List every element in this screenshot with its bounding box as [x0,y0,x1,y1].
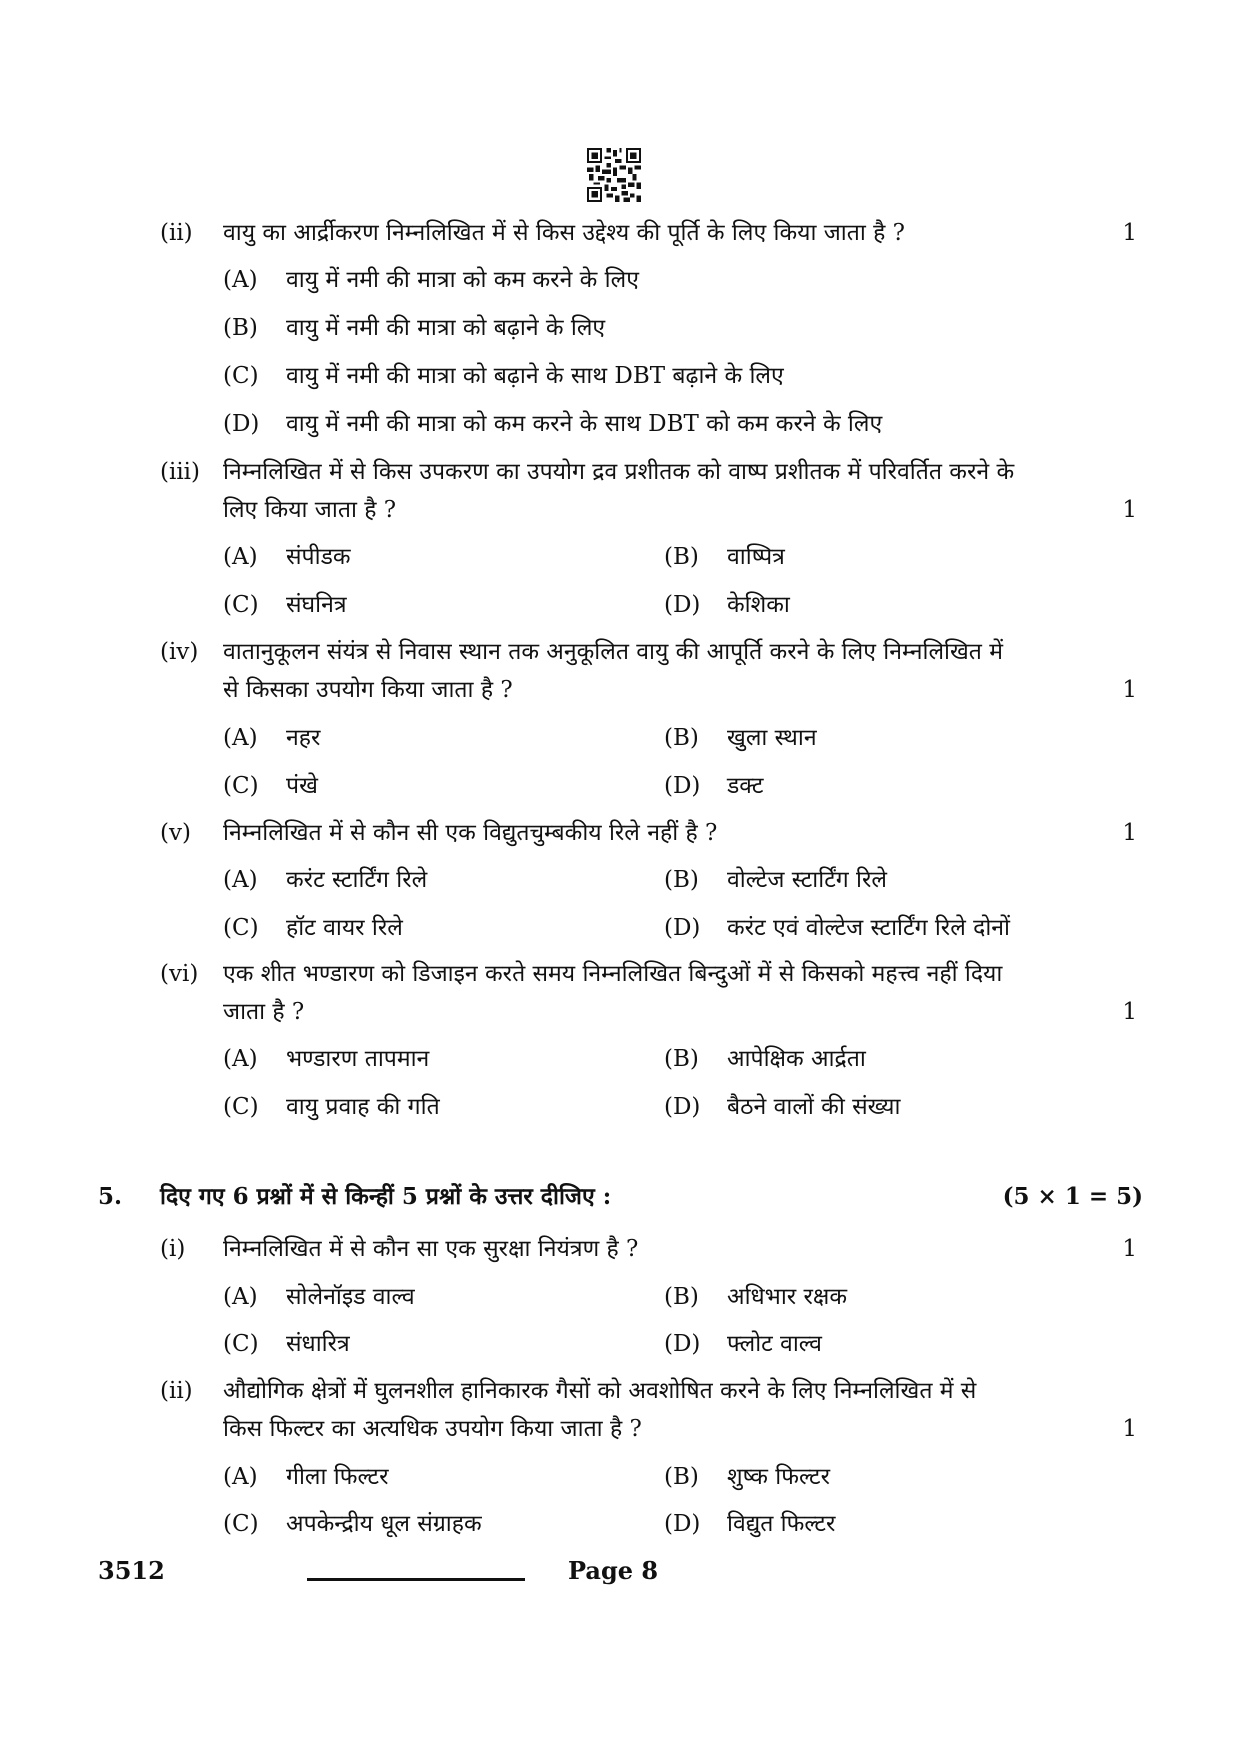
option-text: गीला फिल्टर [286,1464,389,1490]
question-4-v [0,811,1241,855]
option-label: (D) [664,592,701,618]
option-row [0,258,1241,302]
option-row [0,402,1241,446]
option-label: (C) [223,592,259,618]
option-label: (C) [223,773,259,799]
question-number: (iii) [160,459,201,485]
option-label: (B) [664,867,699,893]
question-number: (i) [160,1236,186,1262]
option-label: (B) [664,1464,699,1490]
question-text: एक शीत भण्डारण को डिजाइन करते समय निम्नलिखित बिन्दुओं में से किसको महत्त्व नहीं दिया [223,961,1003,987]
option-text: पंखे [286,773,318,799]
section-marks: (5 × 1 = 5) [1002,1183,1143,1210]
option-text: भण्डारण तापमान [286,1046,430,1072]
question-5-heading [0,1175,1241,1219]
question-marks: 1 [1122,220,1137,246]
option-label: (C) [223,1331,259,1357]
option-row [0,306,1241,350]
option-label: (B) [664,1046,699,1072]
question-4-ii [0,211,1241,255]
option-label: (B) [664,544,699,570]
option-label: (A) [223,725,258,751]
question-text: वायु का आर्द्रीकरण निम्नलिखित में से किस उद्देश्य की पूर्ति के लिए किया जाता है ? [223,220,905,246]
qr-code-icon [587,148,641,202]
question-text: निम्नलिखित में से कौन सा एक सुरक्षा नियंत्रण है ? [223,1236,639,1262]
option-text: खुला स्थान [727,725,817,751]
option-text: फ्लोट वाल्व [727,1331,822,1357]
question-number: (vi) [160,961,199,987]
question-text: निम्नलिखित में से किस उपकरण का उपयोग द्रव प्रशीतक को वाष्प प्रशीतक में परिवर्तित करने के [223,459,1015,485]
question-number: (iv) [160,639,199,665]
option-text: करंट एवं वोल्टेज स्टार्टिंग रिले दोनों [727,915,1011,941]
option-label: (A) [223,267,258,293]
option-text: अधिभार रक्षक [727,1284,848,1310]
question-marks: 1 [1122,1416,1137,1442]
question-marks: 1 [1122,1236,1137,1262]
question-4-iii-line2 [0,488,1241,532]
option-text: वायु प्रवाह की गति [286,1094,440,1120]
option-label: (B) [223,315,258,341]
question-text: वातानुकूलन संयंत्र से निवास स्थान तक अनुकूलित वायु की आपूर्ति करने के लिए निम्नलिखित में [223,639,1003,665]
option-text: वायु में नमी की मात्रा को कम करने के साथ DBT को कम करने के लिए [286,411,883,437]
question-number: (ii) [160,1378,193,1404]
question-text: निम्नलिखित में से कौन सी एक विद्युतचुम्बकीय रिले नहीं है ? [223,820,718,846]
option-label: (A) [223,1464,258,1490]
option-label: (D) [664,915,701,941]
option-row [0,716,1241,760]
option-label: (C) [223,915,259,941]
question-text: औद्योगिक क्षेत्रों में घुलनशील हानिकारक गैसों को अवशोषित करने के लिए निम्नलिखित में से [223,1378,977,1404]
option-row [0,1275,1241,1319]
option-row [0,906,1241,950]
option-label: (B) [664,1284,699,1310]
option-row [0,583,1241,627]
option-text: आपेक्षिक आर्द्रता [727,1046,866,1072]
option-label: (C) [223,1511,259,1537]
option-text: हॉट वायर रिले [286,915,403,941]
option-label: (A) [223,1284,258,1310]
question-text: से किसका उपयोग किया जाता है ? [223,677,513,703]
option-text: वायु में नमी की मात्रा को बढ़ाने के लिए [286,315,606,341]
question-4-vi-line2 [0,990,1241,1034]
option-text: अपकेन्द्रीय धूल संग्राहक [286,1511,482,1537]
option-row [0,1455,1241,1499]
option-text: वायु में नमी की मात्रा को बढ़ाने के साथ DBT बढ़ाने के लिए [286,363,784,389]
paper-code: 3512 [98,1556,165,1585]
option-label: (A) [223,544,258,570]
option-row [0,535,1241,579]
option-text: करंट स्टार्टिंग रिले [286,867,428,893]
question-text: किस फिल्टर का अत्यधिक उपयोग किया जाता है ? [223,1416,642,1442]
option-label: (C) [223,363,259,389]
option-text: शुष्क फिल्टर [727,1464,830,1490]
option-text: सोलेनॉइड वाल्व [286,1284,415,1310]
option-label: (D) [664,1331,701,1357]
option-label: (D) [664,773,701,799]
option-row [0,858,1241,902]
section-heading: दिए गए 6 प्रश्नों में से किन्हीं 5 प्रश्नों के उत्तर दीजिए : [160,1183,612,1210]
option-row [0,1502,1241,1546]
option-text: संघनित्र [286,592,347,618]
option-row [0,1037,1241,1081]
question-text: जाता है ? [223,999,305,1025]
option-label: (A) [223,1046,258,1072]
option-row [0,1322,1241,1366]
option-row [0,764,1241,808]
question-4-iv-line2 [0,668,1241,712]
question-marks: 1 [1122,820,1137,846]
page-number: Page 8 [568,1556,659,1585]
option-row [0,354,1241,398]
option-label: (B) [664,725,699,751]
question-number: (v) [160,820,191,846]
option-text: नहर [286,725,321,751]
option-text: डक्ट [727,773,764,799]
option-text: बैठने वालों की संख्या [727,1094,901,1120]
option-text: केशिका [727,592,790,618]
option-text: विद्युत फिल्टर [727,1511,836,1537]
question-marks: 1 [1122,999,1137,1025]
option-label: (D) [223,411,260,437]
question-marks: 1 [1122,497,1137,523]
option-text: वाष्पित्र [727,544,785,570]
option-text: संपीडक [286,544,351,570]
question-text: लिए किया जाता है ? [223,497,397,523]
option-text: संधारित्र [286,1331,350,1357]
option-row [0,1085,1241,1129]
option-label: (D) [664,1511,701,1537]
question-5-ii-line2 [0,1407,1241,1451]
footer-divider [307,1578,525,1581]
option-label: (D) [664,1094,701,1120]
option-text: वोल्टेज स्टार्टिंग रिले [727,867,888,893]
question-5-i [0,1227,1241,1271]
question-marks: 1 [1122,677,1137,703]
option-text: वायु में नमी की मात्रा को कम करने के लिए [286,267,639,293]
option-label: (A) [223,867,258,893]
question-number: (ii) [160,220,193,246]
option-label: (C) [223,1094,259,1120]
section-number: 5. [98,1183,123,1210]
